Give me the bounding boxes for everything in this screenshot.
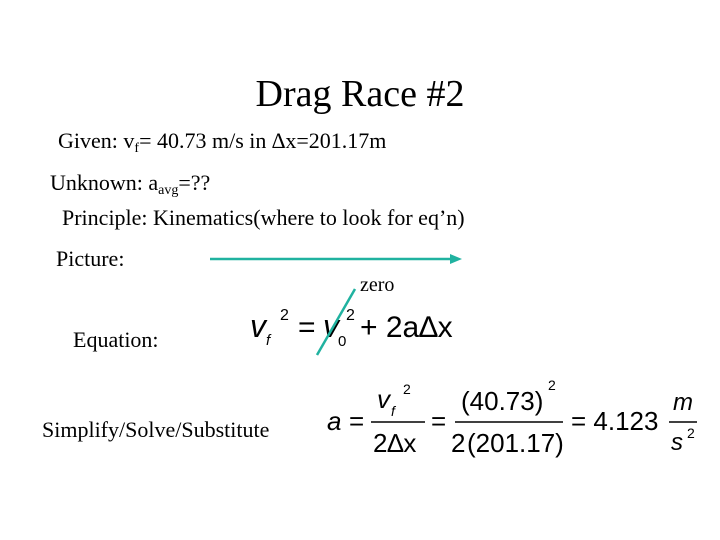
slide-title: Drag Race #2 [255, 73, 465, 115]
given-text: = 40.73 m/s in ∆x=201.17m [139, 128, 387, 153]
sol-den2-two: 2 [451, 428, 466, 458]
sol-den2: (201.17) [467, 428, 564, 458]
principle-line: Principle: Kinematics(where to look for eq’n) [62, 205, 465, 230]
sol-num2-squared: 2 [548, 377, 556, 393]
eq-v: v [250, 308, 266, 344]
sol-num2: (40.73) [461, 386, 544, 416]
picture-label: Picture: [56, 246, 125, 271]
eq-zero-subscript: 0 [338, 333, 347, 350]
eq-rest: + 2a∆x [360, 311, 453, 344]
sol-den1: 2∆x [373, 428, 417, 458]
sol-a [327, 406, 364, 436]
eq-equals: = [298, 311, 316, 344]
unit-m: m [673, 389, 693, 416]
zero-annotation: zero [360, 274, 395, 296]
eq-f-subscript: f [266, 332, 271, 349]
unit-s: s [671, 429, 683, 456]
sol-eq1: = [431, 406, 447, 436]
sol-num-f: f [391, 403, 395, 419]
eq-v0: v [323, 308, 339, 344]
cross-out-line [317, 289, 355, 355]
cross-out-slash [310, 285, 360, 360]
sol-num-v: v [377, 384, 390, 414]
sol-eq2: = 4.123 [571, 406, 659, 436]
given-line [58, 128, 386, 154]
unit-s-squared: 2 [687, 425, 695, 441]
given-subscript: f [134, 141, 140, 156]
arrow-head-icon [450, 254, 462, 264]
unknown-text: =?? [178, 170, 211, 195]
solution-equation [325, 372, 705, 467]
eq-squared-2: 2 [346, 307, 355, 324]
sol-num-squared: 2 [403, 381, 411, 397]
equation-label: Equation: [73, 327, 159, 352]
unknown-subscript: avg [158, 183, 179, 198]
sol-a-text: a = [327, 406, 364, 436]
unknown-line [50, 170, 210, 196]
unknown-prefix: Unknown: a [50, 170, 159, 195]
eq-squared-1: 2 [280, 307, 289, 324]
solve-label: Simplify/Solve/Substitute [42, 417, 270, 442]
motion-arrow [200, 245, 480, 275]
given-prefix: Given: v [58, 128, 135, 153]
